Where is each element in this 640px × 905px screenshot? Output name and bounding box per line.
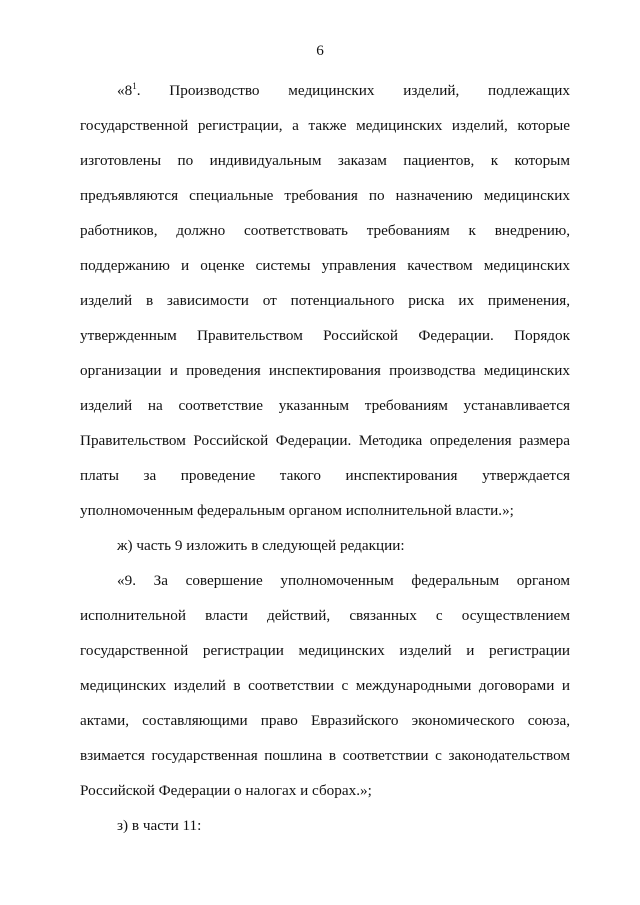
superscript-index: 1 (132, 81, 137, 91)
paragraph-line: Российской Федерации о налогах и сборах.»; (80, 782, 372, 799)
paragraph-line: исполнительной власти действий, связанных с осуществлением (80, 607, 570, 624)
paragraph-line: платы за проведение такого инспектирования утверждается (80, 467, 570, 484)
paragraph-line: взимается государственная пошлина в соответствии с законодательством (80, 747, 570, 764)
paragraph-line: медицинских изделий в соответствии с международными договорами и (80, 677, 570, 694)
paragraph-line: з) в части 11: (117, 817, 202, 834)
paragraph-line: Правительством Российской Федерации. Методика определения размера (80, 432, 570, 449)
paragraph-line: ж) часть 9 изложить в следующей редакции: (117, 537, 405, 554)
paragraph-line: утвержденным Правительством Российской Федерации. Порядок (80, 327, 570, 344)
paragraph-line: актами, составляющими право Евразийского экономического союза, (80, 712, 570, 729)
paragraph-line: государственной регистрации, а также медицинских изделий, которые (80, 117, 570, 134)
paragraph-line: организации и проведения инспектирования производства медицинских (80, 362, 570, 379)
paragraph-line: поддержанию и оценке системы управления качеством медицинских (80, 257, 570, 274)
paragraph-line: уполномоченным федеральным органом исполнительной власти.»; (80, 502, 514, 519)
paragraph-line: изделий на соответствие указанным требованиям устанавливается (80, 397, 570, 414)
paragraph-line: государственной регистрации медицинских изделий и регистрации (80, 642, 570, 659)
paragraph-line: предъявляются специальные требования по назначению медицинских (80, 187, 570, 204)
paragraph-line: изделий в зависимости от потенциального риска их применения, (80, 292, 570, 309)
paragraph-line: «$8^1$. Производство медицинских изделий, подлежащих (117, 81, 570, 99)
paragraph-line: работников, должно соответствовать требованиям к внедрению, (80, 222, 570, 239)
paragraph-line: изготовлены по индивидуальным заказам пациентов, к которым (80, 152, 570, 169)
paragraph-line: «9. За совершение уполномоченным федеральным органом (117, 572, 570, 589)
page-number: 6 (316, 42, 324, 59)
